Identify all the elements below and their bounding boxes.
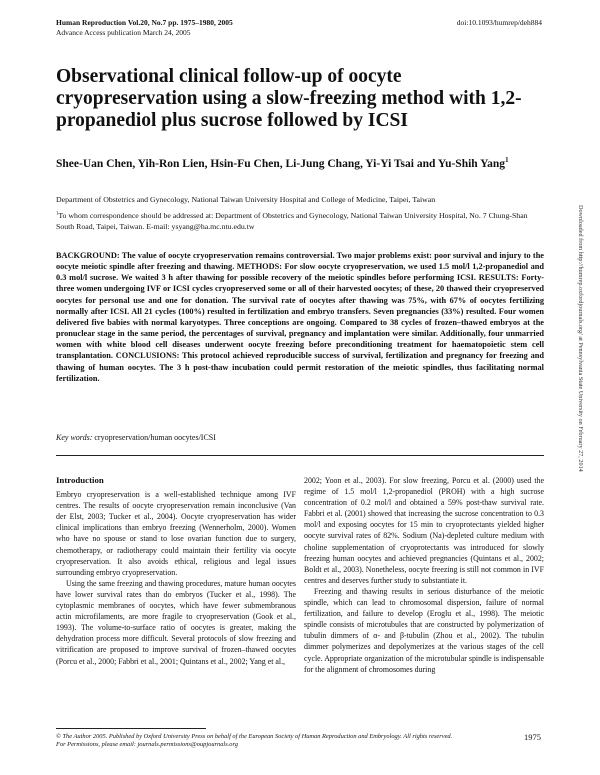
correspondence-text: To whom correspondence should be addressed at: Department of Obstetrics and Gynecology, National Taiwan University Hospital, No. 7 Chung-Shan South Road, Taipei, Taiwan. E-mail: ysyang@ha.mc.ntu.edu.tw bbox=[56, 211, 528, 231]
body-paragraph: Embryo cryopreservation is a well-established technique among IVF centres. The results of oocyte cryopreservation remain inconclusive (Van der Elst, 2003; Tucker et al., 2004). Oocyte cryopreservation has wider clinical implications than embryo freezing (Wennerholm, 2000). Women who have no spouse or stand to lose ovarian function due to surgery, chemotherapy, or radiotherapy could maintain their fertility via oocyte cryopreservation. It also avoids ethical, religious and legal issues surrounding embryo cryopreservation. bbox=[56, 490, 296, 577]
author-footnote-marker: 1 bbox=[505, 157, 509, 165]
copyright-notice: © The Author 2005. Published by Oxford University Press on behalf of the European Society of Human Reproduction and Embryology. All rights reserved. bbox=[56, 733, 453, 740]
introduction-heading: Introduction bbox=[56, 475, 104, 485]
doi-link[interactable]: doi:10.1093/humrep/deh884 bbox=[456, 18, 542, 27]
download-watermark bbox=[575, 205, 587, 565]
permissions-notice: For Permissions, please email: journals.permissions@oupjournals.org bbox=[56, 741, 238, 748]
keywords-label: Key words: bbox=[56, 433, 93, 442]
keywords-text: cryopreservation/human oocytes/ICSI bbox=[94, 433, 216, 442]
author-list bbox=[56, 157, 546, 172]
abstract: BACKGROUND: The value of oocyte cryopreservation remains controversial. Two major problems exist: poor survival and injury to the oocyte meiotic spindle after freezing and thawing. METHODS: For slow oocyte cryopreservation, we used 1.5 mol/l 1,2-propanediol and 0.3 mol/l sucrose. We waited 3 h after thawing for possible recovery of the meiotic spindles before performing ICSI. RESULTS: Forty-three women undergoing IVF or ICSI cycles cryopreserved some or all of their harvested oocytes; of these, 20 thawed their cryopreserved oocytes for personal use and one for donation. The survival rate of oocytes after thawing was 75%, with 67% of oocytes fertilizing normally after ICSI. All 21 cycles (100%) resulted in fertilization and embryo transfers. Seven pregnancies (33%) resulted. Four women delivered five babies with normal karyotypes. Three conceptions are ongoing. Compared to 38 cycles of frozen–thawed embryos at the pronuclear stage in the same period, the percentages of survival, pregnancy and implantation were similar. Additionally, four unmarried women with white blood cell diseases underwent oocyte freezing before preconditioning treatment for haematopoietic stem cell transplantation. CONCLUSIONS: This protocol achieved reproducible success of survival, fertilization and pregnancy for freezing and thawing of human oocytes. The 3 h post-thaw incubation could permit restoration of the meiotic spindles, thus facilitating normal fertilization. bbox=[56, 251, 544, 383]
correspondence bbox=[56, 210, 546, 232]
body-paragraph: 2002; Yoon et al., 2003). For slow freezing, Porcu et al. (2000) used the regime of 1.5 mol/l 1,2-propanediol (PROH) with a high sucrose concentration of 0.2 mol/l and obtained a 59% post-thaw survival rate. Fabbri et al. (2001) showed that increasing the sucrose concentration to 0.3 mol/l and exposing oocytes for 15 min to cryoprotectants yielded higher oocyte survival rates of 82%. Sodium (Na)-depleted culture medium with choline supplementation of cryoprotectants was introduced for slowly freezing human oocytes and achieved pregnancies (Quintans et al., 2002; Boldt et al., 2003). Nonetheless, oocyte freezing is still not common in IVF centres and deserves further study to substantiate it. bbox=[304, 476, 544, 585]
advance-access-note: Advance Access publication March 24, 2005 bbox=[56, 28, 191, 37]
download-watermark-text: Downloaded from http://humrep.oxfordjournals.org/ at Pennsylvania State University on February 27, 2014 bbox=[577, 205, 584, 472]
running-header bbox=[56, 18, 233, 38]
copyright-footer bbox=[56, 733, 526, 749]
body-column-right bbox=[304, 475, 544, 675]
page-number: 1975 bbox=[524, 732, 541, 742]
footnote-divider bbox=[56, 728, 206, 729]
body-column-left bbox=[56, 475, 296, 667]
author-names: Shee-Uan Chen, Yih-Ron Lien, Hsin-Fu Chen, Li-Jung Chang, Yi-Yi Tsai and Yu-Shih Yang bbox=[56, 158, 506, 170]
correspondence-marker: 1 bbox=[56, 211, 59, 217]
article-title: Observational clinical follow-up of oocyte cryopreservation using a slow-freezing method with 1,2-propanediol plus sucrose followed by ICSI bbox=[56, 66, 522, 131]
keywords bbox=[56, 433, 544, 442]
section-divider bbox=[56, 455, 544, 456]
body-paragraph: Using the same freezing and thawing procedures, mature human oocytes have lower survival rates than do embryos (Tucker et al., 1998). The cytoplasmic membranes of oocytes, which have fewer submembranous actin microfilaments, are more fragile to cryopreservation (Gook et al., 1993). The volume-to-surface ratio of oocytes is greater, making the dehydration process more difficult. Several protocols of slow freezing and vitrification are proposed to improve survival of frozen–thawed oocytes (Porcu et al., 2000; Fabbri et al., 2001; Quintans et al., 2002; Yang et al., bbox=[56, 578, 296, 666]
journal-citation: Human Reproduction Vol.20, No.7 pp. 1975–1980, 2005 bbox=[56, 18, 233, 27]
affiliation: Department of Obstetrics and Gynecology, National Taiwan University Hospital and College of Medicine, Taipei, Taiwan bbox=[56, 195, 436, 204]
body-paragraph: Freezing and thawing results in serious disturbance of the meiotic spindle, which can lead to chromosomal dispersion, failure of normal fertilization, and failure to develop (Eroglu et al., 1998). The meiotic spindle consists of microtubules that are constructed by polymerization of tubulin dimmers of α- and β-tubulin (Zhou et al., 2002). The tubulin dimmer polymerizes and depolymerizes at the various stages of the cell cycle. Appropriate organization of the microtubular spindle is indispensable for the alignment of chromosomes during bbox=[304, 586, 544, 674]
